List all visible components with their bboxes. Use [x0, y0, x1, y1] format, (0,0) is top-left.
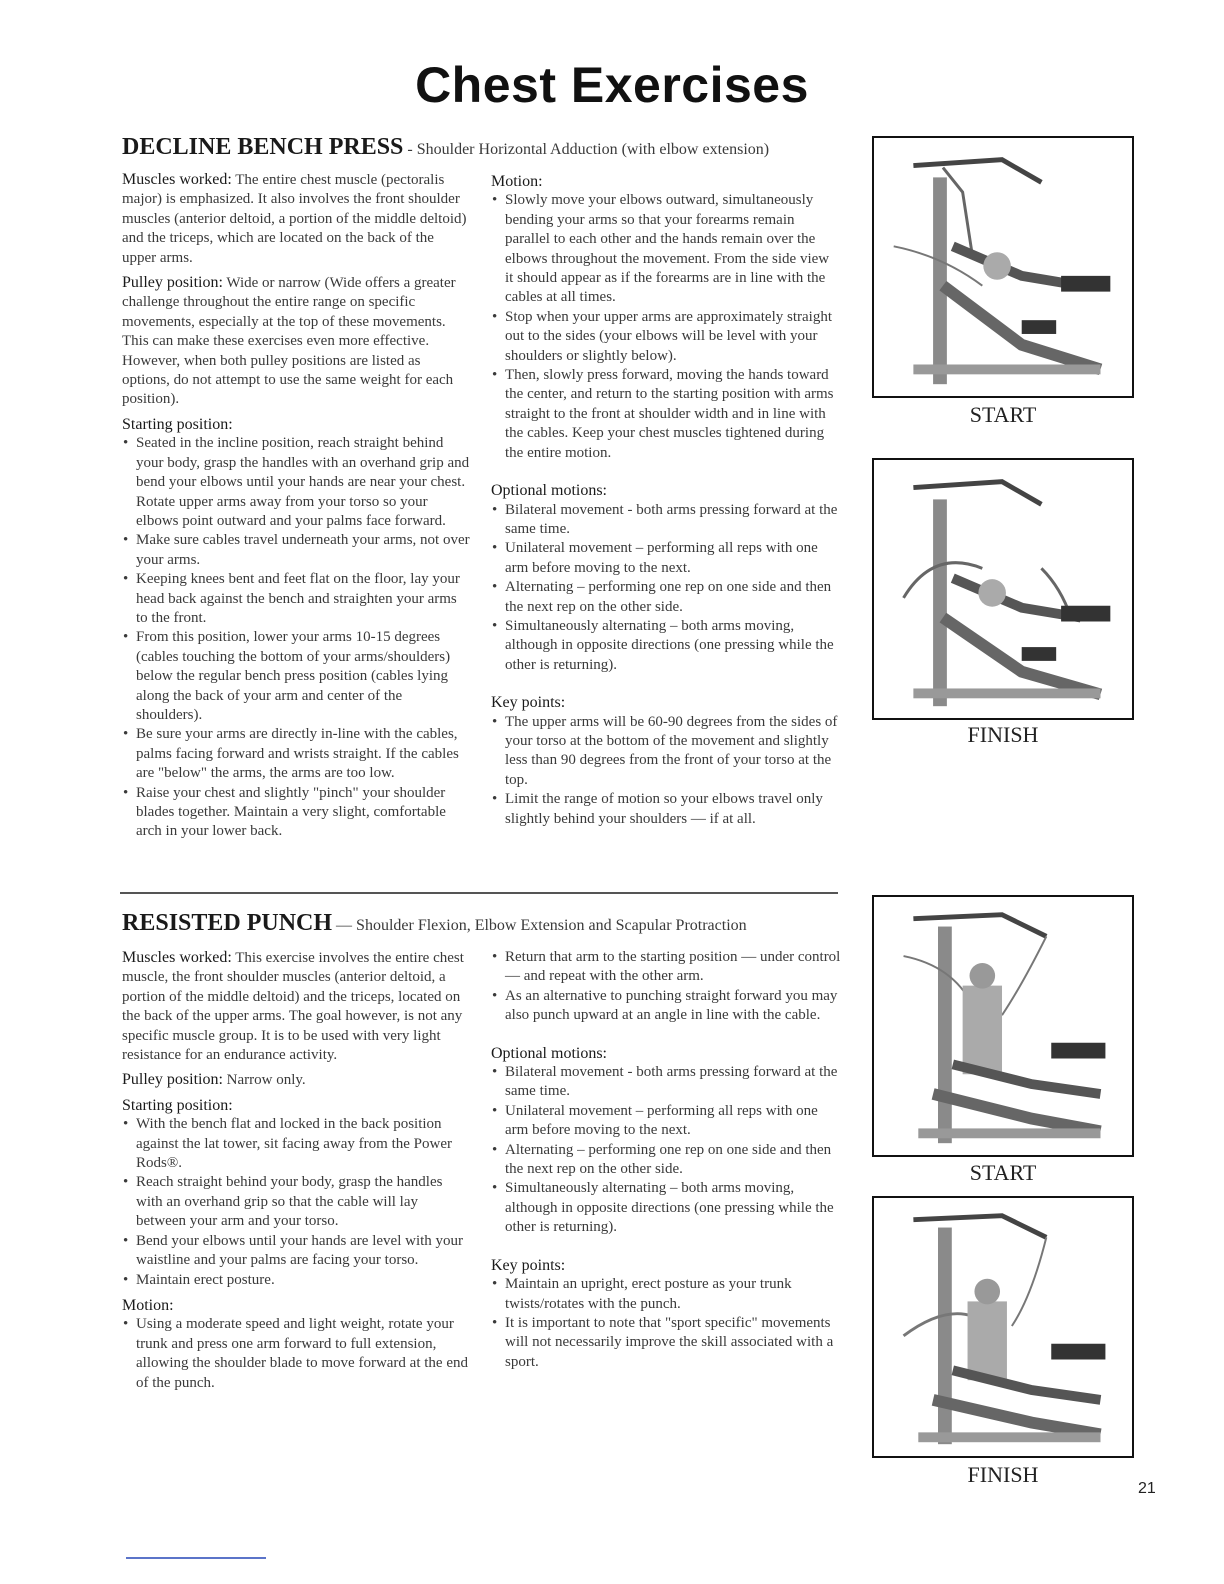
section-subtitle: — Shoulder Flexion, Elbow Extension and Scapular Protraction	[332, 917, 747, 934]
section-heading-resisted-punch	[122, 910, 747, 937]
list-item: • Limit the range of motion so your elbows travel only slightly behind your shoulders — if at all.	[491, 790, 841, 829]
optional-motions-heading: Optional motions:	[491, 1044, 607, 1062]
list-item: • As an alternative to punching straight forward you may also punch upward at an angle in line with the cable.	[491, 987, 841, 1026]
list-item: • Return that arm to the starting position — under control — and repeat with the other arm.	[491, 948, 841, 987]
start-caption: START	[969, 1160, 1037, 1185]
start-caption: START	[969, 402, 1037, 427]
key-points-heading: Key points:	[491, 1256, 566, 1274]
list-item: • Stop when your upper arms are approximately straight out to the sides (your elbows will be level with your shoulders or slightly below).	[491, 308, 841, 366]
finish-caption: FINISH	[967, 722, 1039, 747]
list-item: • Simultaneously alternating – both arms moving, although in opposite directions (one pressing while the other is returning).	[491, 1179, 841, 1237]
list-item: • From this position, lower your arms 10-15 degrees (cables touching the bottom of your arms/shoulders) below the regular bench press position (cables lying along the back of your arm and center of the shoulders).	[122, 628, 470, 725]
starting-position-list	[122, 434, 470, 842]
list-item: • Maintain erect posture.	[122, 1271, 470, 1290]
list-item: • Raise your chest and slightly "pinch" your shoulder blades together. Maintain a very slight, comfortable arch in your lower back.	[122, 784, 470, 842]
home-gym-finish-illustration	[874, 460, 1132, 718]
key-points-list	[491, 1275, 841, 1372]
list-item: • Unilateral movement – performing all reps with one arm before moving to the next.	[491, 539, 841, 578]
motion-list	[491, 191, 841, 463]
list-item: • Using a moderate speed and light weight, rotate your trunk and press one arm forward to full extension, allowing the shoulder blade to move forward at the end of the punch.	[122, 1315, 470, 1393]
list-item: • Simultaneously alternating – both arms moving, although in opposite directions (one pressing while the other is returning).	[491, 617, 841, 675]
pulley-position-paragraph: Pulley position: Wide or narrow (Wide offers a greater challenge throughout the entire range on specific movements, especially at the top of these movements. This can make these exercises even more effective. However, when both pulley positions are listed as options, do not attempt to use the same weight for each position).	[122, 274, 456, 408]
optional-motions-list	[491, 501, 841, 676]
list-item: • Bilateral movement - both arms pressing forward at the same time.	[491, 1063, 841, 1102]
list-item: • It is important to note that "sport specific" movements will not necessarily improve the skill associated with a sport.	[491, 1314, 841, 1372]
muscles-worked-paragraph: Muscles worked: The entire chest muscle (pectoralis major) is emphasized. It also involves the front shoulder muscles (anterior deltoid, a portion of the middle deltoid) and the triceps, which are located on the back of the upper arms.	[122, 171, 467, 266]
home-gym-finish-illustration	[874, 1198, 1132, 1456]
punch-right-column	[491, 948, 841, 1378]
list-item: • Be sure your arms are directly in-line with the cables, palms facing forward and wrists straight. If the cables are "below" the arms, the arms are too low.	[122, 725, 470, 783]
optional-motions-heading: Optional motions:	[491, 482, 607, 500]
key-points-heading: Key points:	[491, 694, 566, 712]
list-item: • The upper arms will be 60-90 degrees from the sides of your torso at the bottom of the movement and slightly less than 90 degrees from the front of your torso at the top.	[491, 713, 841, 791]
list-item: • Alternating – performing one rep on one side and then the next rep on the other side.	[491, 578, 841, 617]
section-name: RESISTED PUNCH	[122, 910, 333, 936]
list-item: • Slowly move your elbows outward, simultaneously bending your arms so that your forearms remain parallel to each other and the hands remain over the elbows throughout the movement. From the side view it should appear as if the forearms are in line with the cables at all times.	[491, 191, 841, 307]
list-item: • Then, slowly press forward, moving the hands toward the center, and return to the starting position with arms straight to the front at shoulder width and in line with the cables. Keep your chest muscles tightened during the entire motion.	[491, 366, 841, 463]
footer-rule	[126, 1557, 266, 1559]
list-item: • Keeping knees bent and feet flat on the floor, lay your head back against the bench and straighten your arms to the front.	[122, 570, 470, 628]
list-item: • Bilateral movement - both arms pressing forward at the same time.	[491, 501, 841, 540]
list-item: • Alternating – performing one rep on one side and then the next rep on the other side.	[491, 1141, 841, 1180]
decline-left-column	[122, 170, 470, 848]
decline-right-column	[491, 170, 841, 835]
finish-caption: FINISH	[967, 1462, 1039, 1487]
section-heading-decline-bench-press	[122, 134, 769, 161]
starting-position-heading: Starting position:	[122, 1096, 233, 1114]
page-number: 21	[1138, 1480, 1156, 1497]
list-item: • Reach straight behind your body, grasp the handles with an overhand grip so that the cable will lay between your arm and your torso.	[122, 1173, 470, 1231]
punch-left-column	[122, 948, 470, 1399]
section-divider	[120, 892, 838, 894]
punch-finish-photo	[872, 1196, 1134, 1458]
decline-finish-photo	[872, 458, 1134, 720]
motion-continued-list	[491, 948, 841, 1026]
motion-list	[122, 1315, 470, 1393]
starting-position-list	[122, 1115, 470, 1290]
list-item: • Bend your elbows until your hands are level with your waistline and your palms are facing your torso.	[122, 1232, 470, 1271]
motion-heading: Motion:	[122, 1296, 174, 1314]
decline-start-photo	[872, 136, 1134, 398]
muscles-worked-paragraph: Muscles worked: This exercise involves the entire chest muscle, the front shoulder muscles (anterior deltoid, a portion of the middle deltoid) and the triceps, located on the back of the upper arms. The goal however, is not any specific muscle group. It is to be used with very light resistance for an endurance activity.	[122, 949, 464, 1064]
motion-heading: Motion:	[491, 173, 543, 190]
punch-start-photo	[872, 895, 1134, 1157]
pulley-position-paragraph: Pulley position: Narrow only.	[122, 1071, 306, 1089]
list-item: • Maintain an upright, erect posture as your trunk twists/rotates with the punch.	[491, 1275, 841, 1314]
starting-position-heading: Starting position:	[122, 415, 233, 433]
list-item: • Make sure cables travel underneath your arms, not over your arms.	[122, 531, 470, 570]
section-subtitle: - Shoulder Horizontal Adduction (with elbow extension)	[403, 141, 770, 158]
key-points-list	[491, 713, 841, 829]
page-title: Chest Exercises	[415, 57, 809, 113]
home-gym-start-illustration	[874, 897, 1132, 1155]
list-item: • Unilateral movement – performing all reps with one arm before moving to the next.	[491, 1102, 841, 1141]
list-item: • Seated in the incline position, reach straight behind your body, grasp the handles with an overhand grip and bend your elbows until your hands are near your chest. Rotate upper arms away from your torso so your elbows point outward and your palms face forward.	[122, 434, 470, 531]
list-item: • With the bench flat and locked in the back position against the lat tower, sit facing away from the Power Rods®.	[122, 1115, 470, 1173]
home-gym-start-illustration	[874, 138, 1132, 396]
section-name: DECLINE BENCH PRESS	[122, 134, 404, 160]
optional-motions-list	[491, 1063, 841, 1238]
